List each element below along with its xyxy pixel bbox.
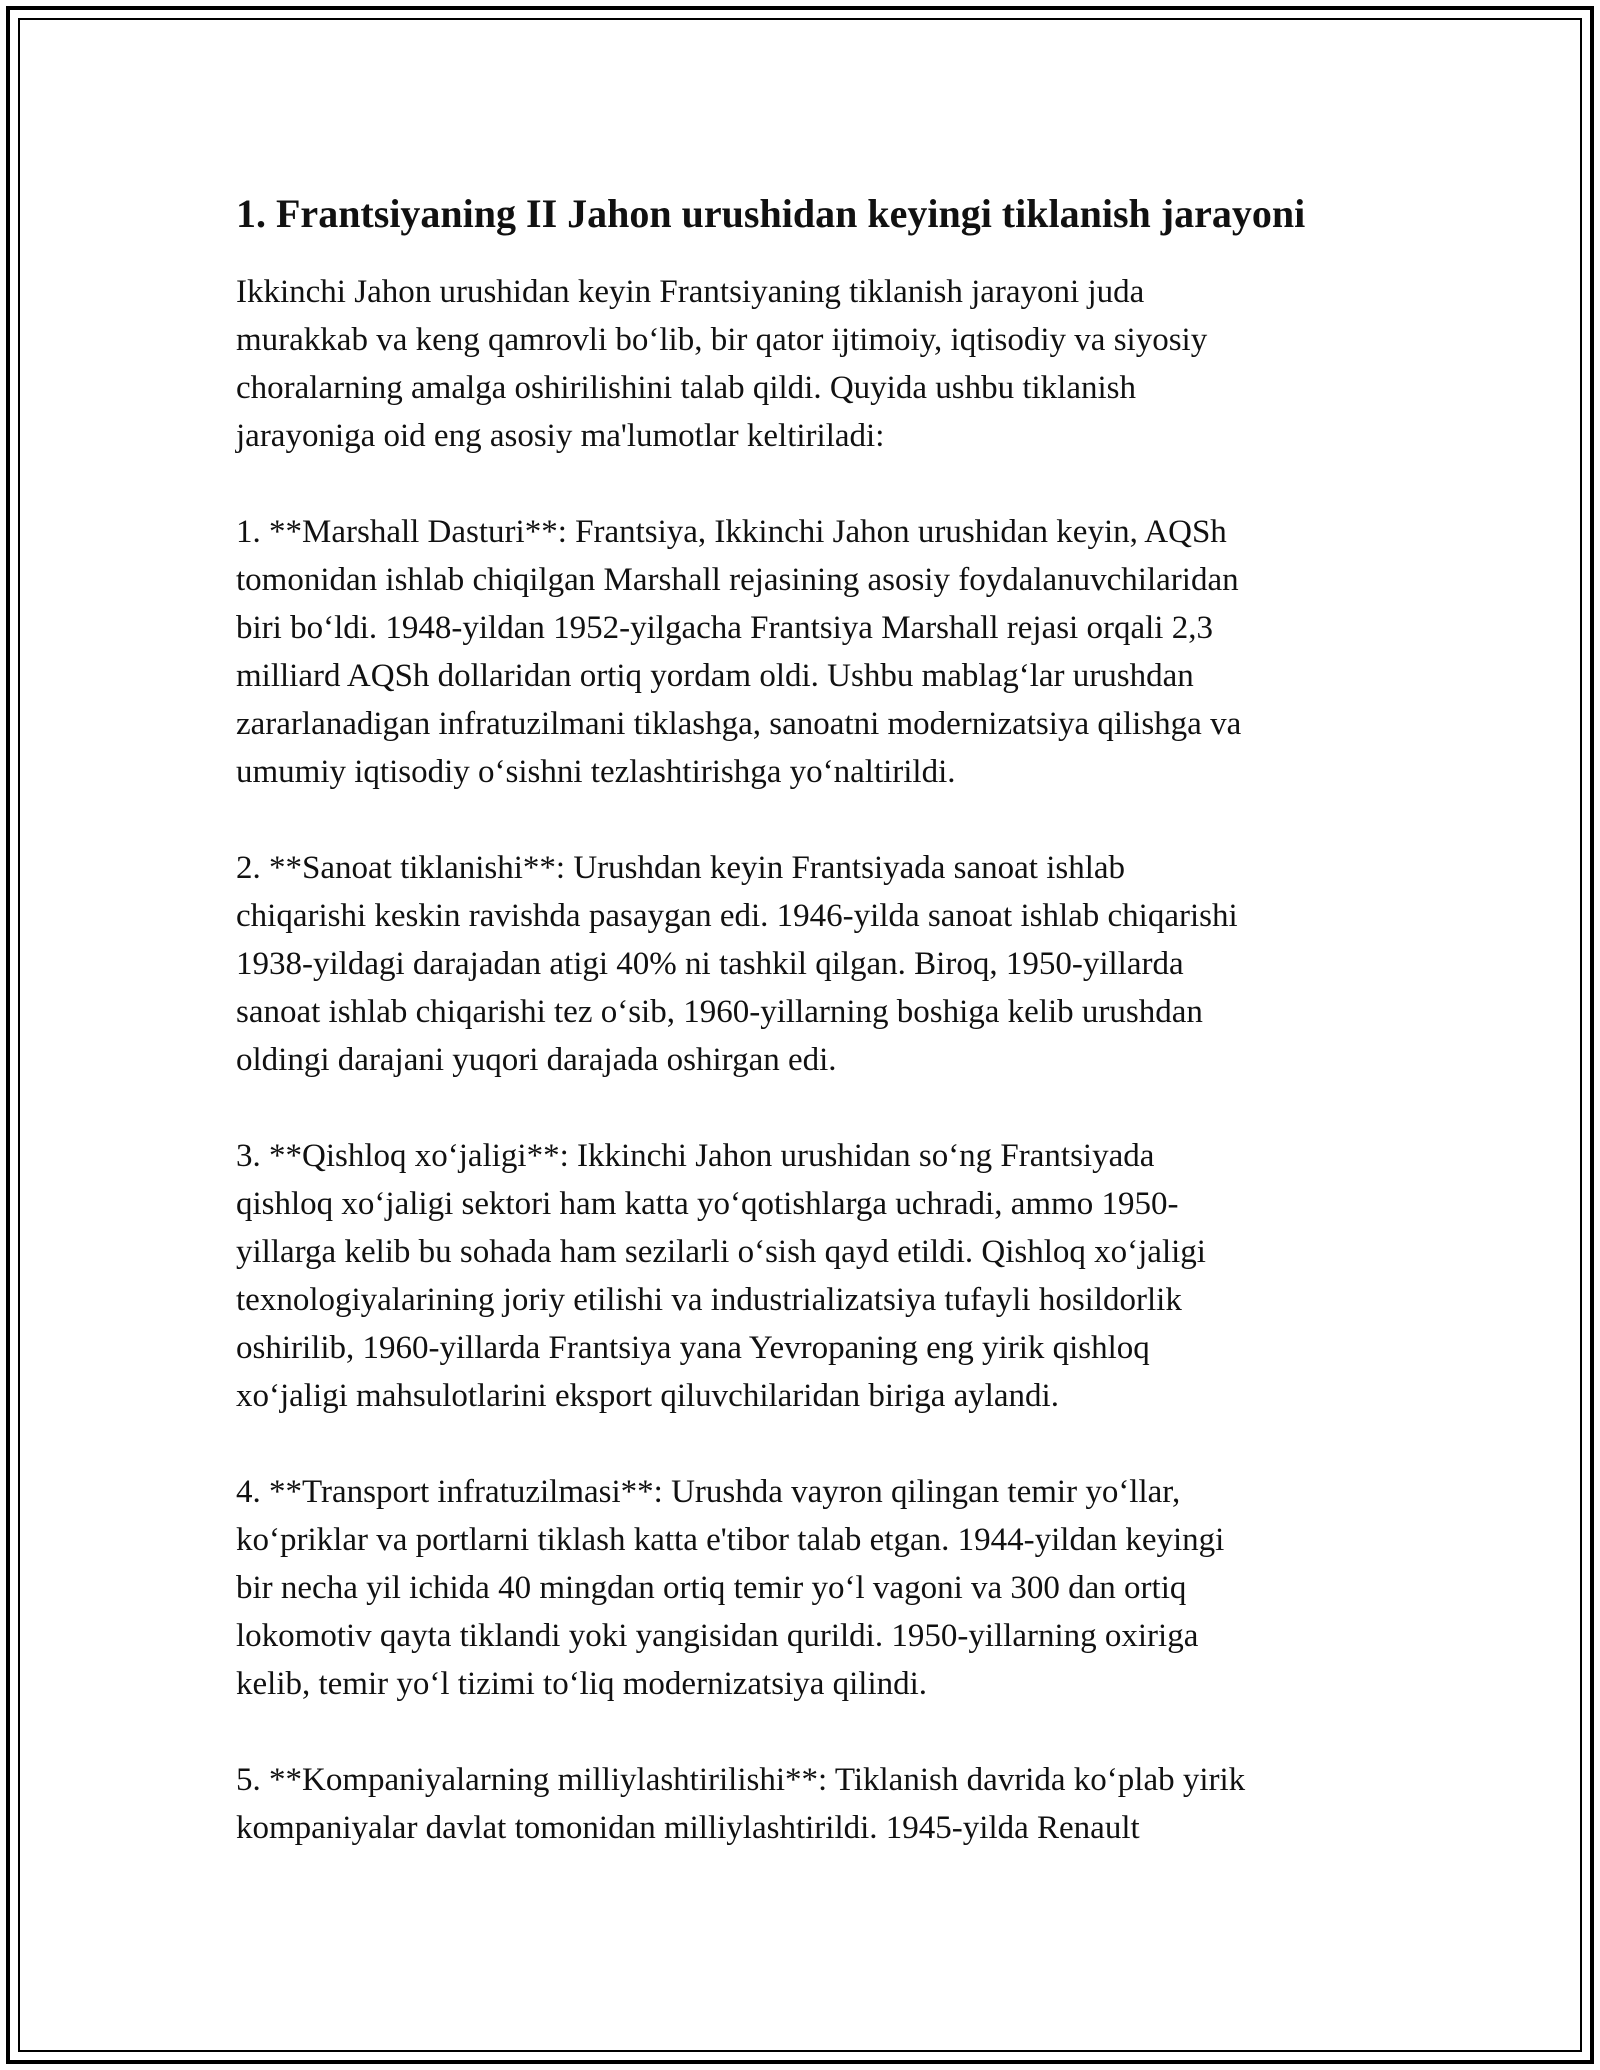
text-line: milliard AQSh dollaridan ortiq yordam oldi. Ushbu mablag‘lar urushdan [236,658,1194,694]
text-line: zararlanadigan infratuzilmani tiklashga, sanoatni modernizatsiya qilishga va [236,706,1242,742]
text-line: texnologiyalarining joriy etilishi va industrializatsiya tufayli hosildorlik [236,1282,1182,1318]
transport-paragraph [236,1468,1366,1708]
text-line: umumiy iqtisodiy o‘sishni tezlashtirishga yo‘naltirildi. [236,754,956,790]
text-line: 1. **Marshall Dasturi**: Frantsiya, Ikkinchi Jahon urushidan keyin, AQSh [236,514,1227,550]
text-line: yillarga kelib bu sohada ham sezilarli o‘sish qayd etildi. Qishloq xo‘jaligi [236,1234,1206,1270]
document-body [236,186,1366,1900]
text-line: 3. **Qishloq xo‘jaligi**: Ikkinchi Jahon urushidan so‘ng Frantsiyada [236,1138,1155,1174]
text-line: ko‘priklar va portlarni tiklash katta e'tibor talab etgan. 1944-yildan keyingi [236,1522,1225,1558]
text-line: 1938-yildagi darajadan atigi 40% ni tashkil qilgan. Biroq, 1950-yillarda [236,946,1184,982]
text-line: tomonidan ishlab chiqilgan Marshall rejasining asosiy foydalanuvchilaridan [236,562,1239,598]
text-line: bir necha yil ichida 40 mingdan ortiq temir yo‘l vagoni va 300 dan ortiq [236,1570,1187,1606]
document-title: 1. Frantsiyaning II Jahon urushidan keyingi tiklanish jarayoni [236,191,1306,236]
text-line: chiqarishi keskin ravishda pasaygan edi. 1946-yilda sanoat ishlab chiqarishi [236,898,1238,934]
text-line: choralarning amalga oshirilishini talab qildi. Quyida ushbu tiklanish [236,370,1137,406]
text-line: jarayoniga oid eng asosiy ma'lumotlar keltiriladi: [236,418,885,454]
text-line: 4. **Transport infratuzilmasi**: Urushda vayron qilingan temir yo‘llar, [236,1474,1181,1510]
text-line: biri bo‘ldi. 1948-yildan 1952-yilgacha Frantsiya Marshall rejasi orqali 2,3 [236,610,1213,646]
text-line: qishloq xo‘jaligi sektori ham katta yo‘qotishlarga uchradi, ammo 1950- [236,1186,1179,1222]
text-line: sanoat ishlab chiqarishi tez o‘sib, 1960-yillarning boshiga kelib urushdan [236,994,1203,1030]
text-line: 2. **Sanoat tiklanishi**: Urushdan keyin Frantsiyada sanoat ishlab [236,850,1126,886]
text-line: murakkab va keng qamrovli bo‘lib, bir qator ijtimoiy, iqtisodiy va siyosiy [236,322,1208,358]
agriculture-paragraph [236,1132,1366,1420]
marshall-plan-paragraph [236,508,1366,796]
text-line: Ikkinchi Jahon urushidan keyin Frantsiyaning tiklanish jarayoni juda [236,274,1145,310]
industry-recovery-paragraph [236,844,1366,1084]
nationalization-paragraph [236,1756,1366,1852]
text-line: kelib, temir yo‘l tizimi to‘liq modernizatsiya qilindi. [236,1666,928,1702]
text-line: 5. **Kompaniyalarning milliylashtirilishi**: Tiklanish davrida ko‘plab yirik [236,1762,1246,1798]
text-line: oldingi darajani yuqori darajada oshirgan edi. [236,1042,837,1078]
text-line: kompaniyalar davlat tomonidan milliylashtirildi. 1945-yilda Renault [236,1810,1140,1846]
text-line: xo‘jaligi mahsulotlarini eksport qiluvchilaridan biriga aylandi. [236,1378,1059,1414]
intro-paragraph [236,268,1366,460]
text-line: lokomotiv qayta tiklandi yoki yangisidan qurildi. 1950-yillarning oxiriga [236,1618,1199,1654]
text-line: oshirilib, 1960-yillarda Frantsiya yana Yevropaning eng yirik qishloq [236,1330,1150,1366]
